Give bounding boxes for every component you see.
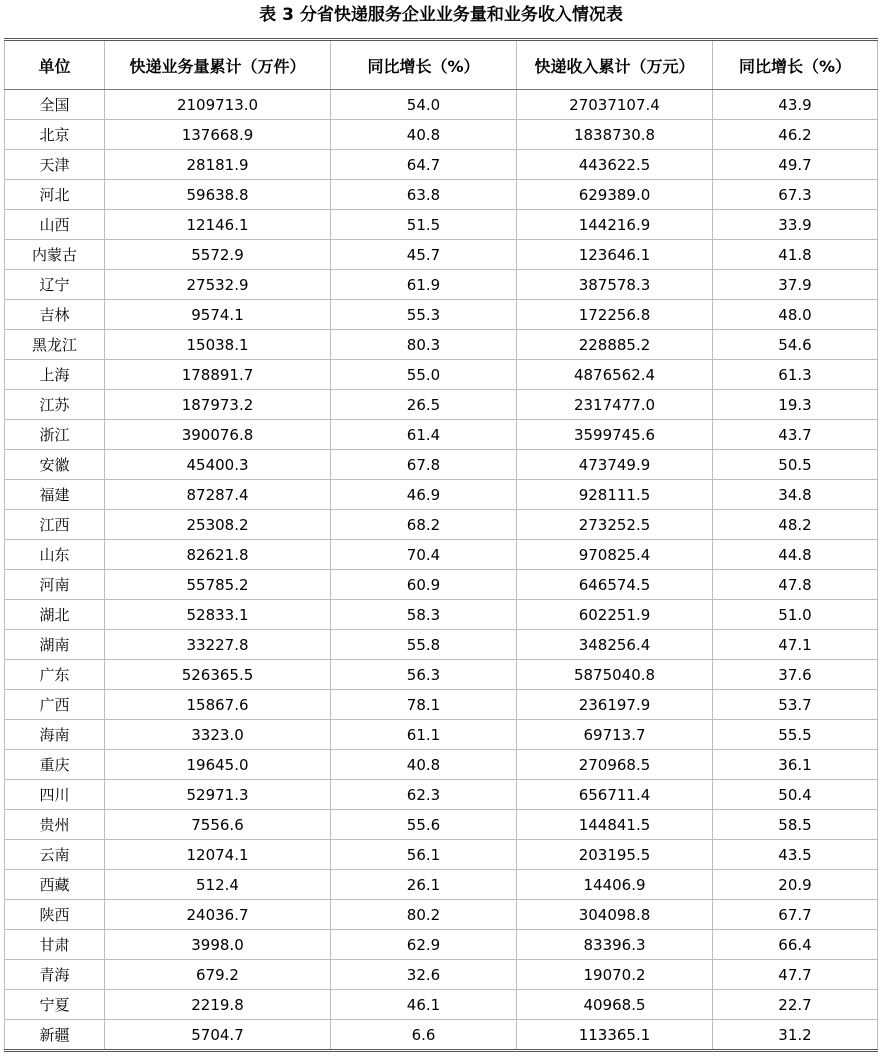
cell-revenue: 629389.0 [517, 180, 713, 210]
cell-revenue-growth: 58.5 [713, 810, 878, 840]
table-row [5, 240, 878, 270]
cell-volume-growth: 68.2 [331, 510, 517, 540]
cell-unit: 广西 [5, 690, 105, 720]
cell-revenue-growth: 55.5 [713, 720, 878, 750]
cell-volume-growth: 56.3 [331, 660, 517, 690]
cell-unit: 青海 [5, 960, 105, 990]
cell-revenue: 970825.4 [517, 540, 713, 570]
cell-revenue: 4876562.4 [517, 360, 713, 390]
table-row [5, 90, 878, 120]
cell-volume: 45400.3 [105, 450, 331, 480]
cell-unit: 河南 [5, 570, 105, 600]
cell-volume-growth: 46.9 [331, 480, 517, 510]
table-row [5, 690, 878, 720]
cell-revenue: 473749.9 [517, 450, 713, 480]
table-row [5, 510, 878, 540]
cell-revenue-growth: 20.9 [713, 870, 878, 900]
cell-revenue-growth: 51.0 [713, 600, 878, 630]
cell-revenue-growth: 49.7 [713, 150, 878, 180]
cell-volume: 390076.8 [105, 420, 331, 450]
cell-unit: 山西 [5, 210, 105, 240]
cell-revenue-growth: 46.2 [713, 120, 878, 150]
table-row [5, 540, 878, 570]
cell-volume: 3323.0 [105, 720, 331, 750]
cell-unit: 海南 [5, 720, 105, 750]
cell-volume: 137668.9 [105, 120, 331, 150]
cell-volume-growth: 26.1 [331, 870, 517, 900]
cell-revenue: 443622.5 [517, 150, 713, 180]
table-row [5, 570, 878, 600]
cell-unit: 重庆 [5, 750, 105, 780]
cell-revenue: 123646.1 [517, 240, 713, 270]
table-row [5, 300, 878, 330]
cell-volume-growth: 61.9 [331, 270, 517, 300]
cell-revenue: 228885.2 [517, 330, 713, 360]
cell-volume: 679.2 [105, 960, 331, 990]
cell-revenue: 83396.3 [517, 930, 713, 960]
cell-unit: 浙江 [5, 420, 105, 450]
cell-volume-growth: 64.7 [331, 150, 517, 180]
cell-volume-growth: 55.0 [331, 360, 517, 390]
table-row [5, 870, 878, 900]
cell-revenue-growth: 34.8 [713, 480, 878, 510]
cell-revenue: 14406.9 [517, 870, 713, 900]
table-row [5, 150, 878, 180]
cell-unit: 天津 [5, 150, 105, 180]
cell-volume: 12146.1 [105, 210, 331, 240]
cell-revenue: 270968.5 [517, 750, 713, 780]
cell-revenue-growth: 47.8 [713, 570, 878, 600]
cell-unit: 福建 [5, 480, 105, 510]
cell-volume: 59638.8 [105, 180, 331, 210]
cell-unit: 西藏 [5, 870, 105, 900]
cell-unit: 黑龙江 [5, 330, 105, 360]
cell-volume-growth: 61.1 [331, 720, 517, 750]
cell-unit: 江西 [5, 510, 105, 540]
cell-volume: 9574.1 [105, 300, 331, 330]
cell-revenue-growth: 43.5 [713, 840, 878, 870]
table-row [5, 810, 878, 840]
cell-revenue: 928111.5 [517, 480, 713, 510]
table-row [5, 750, 878, 780]
cell-unit: 陕西 [5, 900, 105, 930]
cell-revenue-growth: 66.4 [713, 930, 878, 960]
cell-revenue: 144216.9 [517, 210, 713, 240]
cell-volume-growth: 45.7 [331, 240, 517, 270]
table-row [5, 1020, 878, 1051]
cell-unit: 湖南 [5, 630, 105, 660]
header-row [5, 40, 878, 90]
table-row [5, 180, 878, 210]
cell-revenue-growth: 48.2 [713, 510, 878, 540]
table-row [5, 600, 878, 630]
cell-revenue: 1838730.8 [517, 120, 713, 150]
cell-volume-growth: 54.0 [331, 90, 517, 120]
column-header-volume: 快递业务量累计（万件） [105, 40, 331, 90]
table-row [5, 120, 878, 150]
cell-volume-growth: 46.1 [331, 990, 517, 1020]
cell-volume-growth: 63.8 [331, 180, 517, 210]
cell-unit: 宁夏 [5, 990, 105, 1020]
cell-volume-growth: 80.3 [331, 330, 517, 360]
cell-revenue-growth: 43.9 [713, 90, 878, 120]
cell-unit: 辽宁 [5, 270, 105, 300]
cell-revenue: 602251.9 [517, 600, 713, 630]
cell-revenue-growth: 19.3 [713, 390, 878, 420]
table-row [5, 330, 878, 360]
cell-revenue-growth: 22.7 [713, 990, 878, 1020]
cell-unit: 上海 [5, 360, 105, 390]
cell-unit: 江苏 [5, 390, 105, 420]
cell-volume: 28181.9 [105, 150, 331, 180]
cell-volume-growth: 61.4 [331, 420, 517, 450]
cell-volume-growth: 56.1 [331, 840, 517, 870]
cell-volume: 178891.7 [105, 360, 331, 390]
table-row [5, 390, 878, 420]
cell-volume-growth: 55.8 [331, 630, 517, 660]
cell-volume: 25308.2 [105, 510, 331, 540]
cell-volume: 82621.8 [105, 540, 331, 570]
table-title: 表 3 分省快递服务企业业务量和业务收入情况表 [259, 5, 623, 25]
cell-revenue: 69713.7 [517, 720, 713, 750]
table-row [5, 900, 878, 930]
cell-unit: 吉林 [5, 300, 105, 330]
cell-unit: 甘肃 [5, 930, 105, 960]
cell-volume: 24036.7 [105, 900, 331, 930]
cell-unit: 河北 [5, 180, 105, 210]
cell-volume-growth: 32.6 [331, 960, 517, 990]
table-row [5, 450, 878, 480]
cell-revenue-growth: 48.0 [713, 300, 878, 330]
cell-unit: 湖北 [5, 600, 105, 630]
cell-revenue: 203195.5 [517, 840, 713, 870]
express-data-table [4, 38, 878, 1052]
cell-revenue-growth: 53.7 [713, 690, 878, 720]
cell-revenue-growth: 50.5 [713, 450, 878, 480]
cell-revenue: 113365.1 [517, 1020, 713, 1051]
cell-volume-growth: 62.9 [331, 930, 517, 960]
cell-unit: 贵州 [5, 810, 105, 840]
cell-volume-growth: 80.2 [331, 900, 517, 930]
column-header-volume-growth: 同比增长（%） [331, 40, 517, 90]
cell-volume-growth: 40.8 [331, 750, 517, 780]
cell-unit: 云南 [5, 840, 105, 870]
table-row [5, 780, 878, 810]
table-row [5, 960, 878, 990]
cell-volume: 87287.4 [105, 480, 331, 510]
cell-revenue-growth: 47.1 [713, 630, 878, 660]
cell-revenue: 236197.9 [517, 690, 713, 720]
cell-volume: 15867.6 [105, 690, 331, 720]
cell-volume: 12074.1 [105, 840, 331, 870]
cell-volume-growth: 26.5 [331, 390, 517, 420]
cell-volume: 2109713.0 [105, 90, 331, 120]
cell-unit: 安徽 [5, 450, 105, 480]
cell-revenue: 19070.2 [517, 960, 713, 990]
table-row [5, 360, 878, 390]
cell-revenue-growth: 50.4 [713, 780, 878, 810]
cell-volume: 5704.7 [105, 1020, 331, 1051]
cell-volume-growth: 58.3 [331, 600, 517, 630]
cell-unit: 四川 [5, 780, 105, 810]
cell-revenue-growth: 61.3 [713, 360, 878, 390]
table-row [5, 630, 878, 660]
table-row [5, 990, 878, 1020]
cell-revenue: 27037107.4 [517, 90, 713, 120]
cell-revenue: 40968.5 [517, 990, 713, 1020]
cell-volume-growth: 62.3 [331, 780, 517, 810]
cell-revenue: 3599745.6 [517, 420, 713, 450]
cell-volume: 512.4 [105, 870, 331, 900]
column-header-revenue: 快递收入累计（万元） [517, 40, 713, 90]
cell-unit: 山东 [5, 540, 105, 570]
cell-revenue-growth: 67.3 [713, 180, 878, 210]
data-table-container [4, 38, 877, 1052]
cell-revenue: 2317477.0 [517, 390, 713, 420]
cell-revenue-growth: 33.9 [713, 210, 878, 240]
cell-volume: 187973.2 [105, 390, 331, 420]
cell-unit: 广东 [5, 660, 105, 690]
cell-revenue-growth: 47.7 [713, 960, 878, 990]
cell-volume: 52971.3 [105, 780, 331, 810]
cell-volume: 15038.1 [105, 330, 331, 360]
cell-volume: 3998.0 [105, 930, 331, 960]
cell-volume-growth: 60.9 [331, 570, 517, 600]
cell-revenue: 304098.8 [517, 900, 713, 930]
cell-volume: 7556.6 [105, 810, 331, 840]
cell-volume-growth: 55.3 [331, 300, 517, 330]
cell-revenue-growth: 67.7 [713, 900, 878, 930]
table-row [5, 480, 878, 510]
table-row [5, 660, 878, 690]
cell-revenue: 348256.4 [517, 630, 713, 660]
cell-volume: 52833.1 [105, 600, 331, 630]
cell-volume-growth: 40.8 [331, 120, 517, 150]
cell-unit: 内蒙古 [5, 240, 105, 270]
cell-volume: 526365.5 [105, 660, 331, 690]
cell-revenue-growth: 36.1 [713, 750, 878, 780]
table-body [5, 90, 878, 1051]
cell-revenue-growth: 54.6 [713, 330, 878, 360]
cell-revenue: 656711.4 [517, 780, 713, 810]
table-row [5, 270, 878, 300]
cell-revenue: 387578.3 [517, 270, 713, 300]
table-row [5, 420, 878, 450]
cell-volume-growth: 78.1 [331, 690, 517, 720]
cell-revenue-growth: 31.2 [713, 1020, 878, 1051]
cell-volume-growth: 6.6 [331, 1020, 517, 1051]
cell-volume: 33227.8 [105, 630, 331, 660]
table-row [5, 720, 878, 750]
cell-volume-growth: 51.5 [331, 210, 517, 240]
cell-volume: 2219.8 [105, 990, 331, 1020]
cell-revenue-growth: 37.6 [713, 660, 878, 690]
cell-unit: 北京 [5, 120, 105, 150]
cell-volume: 55785.2 [105, 570, 331, 600]
cell-revenue: 5875040.8 [517, 660, 713, 690]
cell-revenue: 144841.5 [517, 810, 713, 840]
cell-volume-growth: 70.4 [331, 540, 517, 570]
table-row [5, 930, 878, 960]
cell-unit: 全国 [5, 90, 105, 120]
table-row [5, 210, 878, 240]
column-header-revenue-growth: 同比增长（%） [713, 40, 878, 90]
cell-revenue-growth: 37.9 [713, 270, 878, 300]
cell-volume-growth: 67.8 [331, 450, 517, 480]
cell-revenue: 273252.5 [517, 510, 713, 540]
cell-revenue: 646574.5 [517, 570, 713, 600]
cell-volume: 27532.9 [105, 270, 331, 300]
cell-unit: 新疆 [5, 1020, 105, 1051]
cell-volume: 5572.9 [105, 240, 331, 270]
cell-revenue-growth: 43.7 [713, 420, 878, 450]
cell-volume: 19645.0 [105, 750, 331, 780]
column-header-unit: 单位 [5, 40, 105, 90]
cell-revenue: 172256.8 [517, 300, 713, 330]
cell-revenue-growth: 41.8 [713, 240, 878, 270]
cell-revenue-growth: 44.8 [713, 540, 878, 570]
table-row [5, 840, 878, 870]
cell-volume-growth: 55.6 [331, 810, 517, 840]
